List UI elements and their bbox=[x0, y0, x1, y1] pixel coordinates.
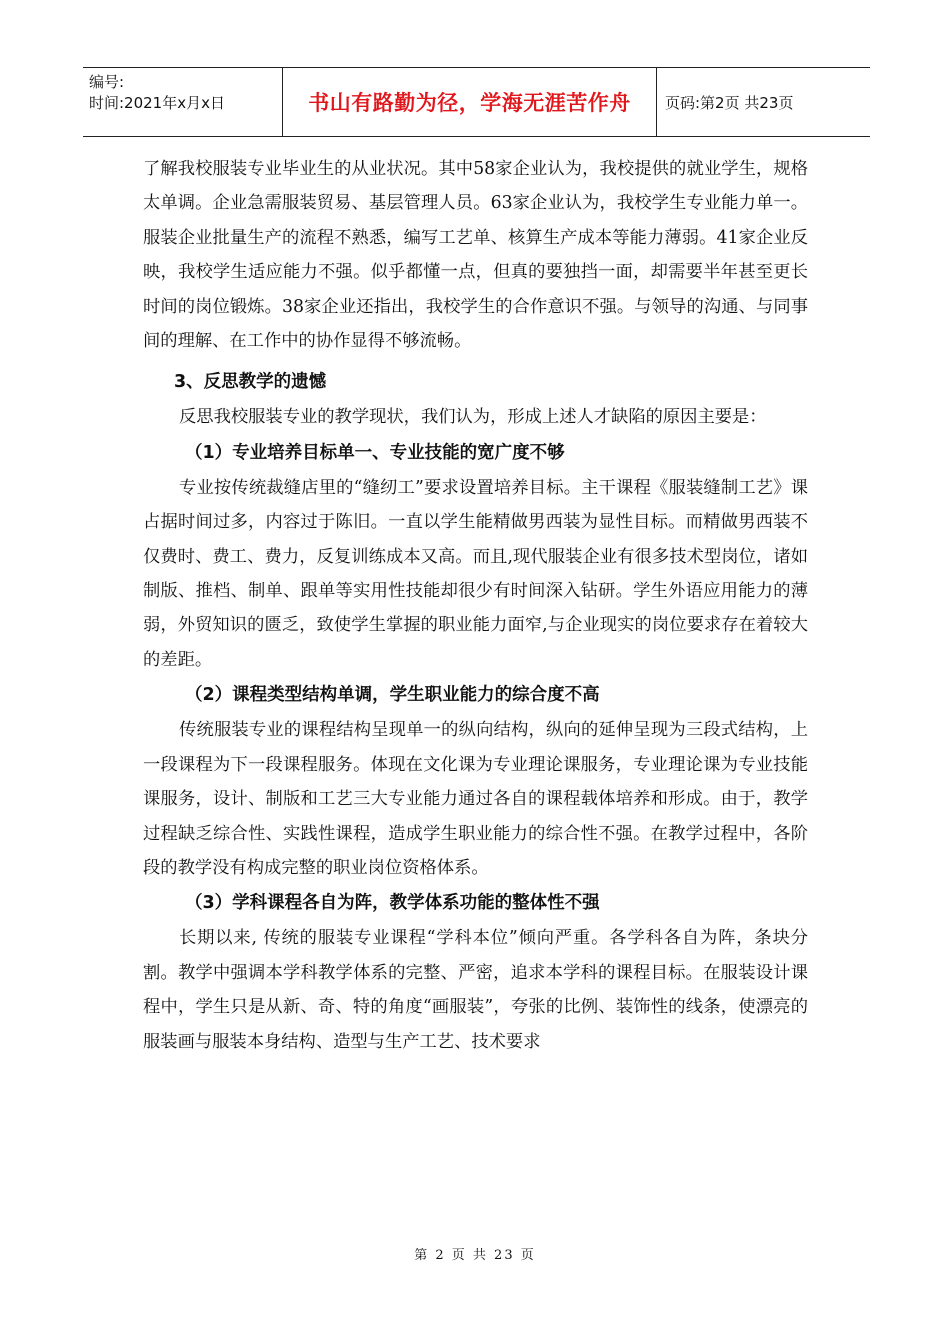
subheading-training-goal: （1）专业培养目标单一、专业技能的宽广度不够 bbox=[185, 442, 565, 463]
paragraph-reflection-intro: 反思我校服装专业的教学现状，我们认为，形成上述人才缺陷的原因主要是： bbox=[179, 407, 767, 428]
section-heading-reflection: 3、反思教学的遗憾 bbox=[174, 372, 327, 393]
header-page-info: 页码:第2页 共23页 bbox=[665, 93, 794, 112]
paragraph-course-structure: 传统服装专业的课程结构呈现单一的纵向结构，纵向的延伸呈现为三段式结构，上一段课程为下一段课程服务。体现在文化课为专业理论课服务，专业理论课为专业技能课服务，设计、制版和工艺三大专业能力通过各自的课程载体培养和形成。由于，教学过程缺乏综合性、实践性课程，造成学生职业能力的综合性不强。在教学过程中，各阶段的教学没有构成完整的职业岗位资格体系。 bbox=[143, 720, 808, 878]
subheading-subject-courses: （3）学科课程各自为阵，教学体系功能的整体性不强 bbox=[185, 893, 600, 914]
paragraph-training-goal: 专业按传统裁缝店里的“缝纫工”要求设置培养目标。主干课程《服装缝制工艺》课占据时间过多，内容过于陈旧。一直以学生能精做男西装为显性目标。而精做男西装不仅费时、费工、费力，反复训练成本又高。而且,现代服装企业有很多技术型岗位，诸如制版、推档、制单、跟单等实用性技能却很少有时间深入钻研。学生外语应用能力的薄弱，外贸知识的匮乏，致使学生掌握的职业能力面窄,与企业现实的岗位要求存在着较大的差距。 bbox=[143, 477, 808, 670]
subheading-course-structure: （2）课程类型结构单调，学生职业能力的综合度不高 bbox=[185, 685, 600, 706]
document-body bbox=[143, 152, 808, 1059]
header-motto: 书山有路勤为径，学海无涯苦作舟 bbox=[283, 68, 657, 136]
document-date: 时间:2021年x月x日 bbox=[89, 94, 225, 112]
document-number-label: 编号: bbox=[89, 73, 125, 91]
page-footer: 第 2 页 共 23 页 bbox=[414, 1248, 536, 1263]
paragraph-enterprise-feedback: 了解我校服装专业毕业生的从业状况。其中58家企业认为，我校提供的就业学生，规格太单调。企业急需服装贸易、基层管理人员。63家企业认为，我校学生专业能力单一。服装企业批量生产的流程不熟悉，编写工艺单、核算生产成本等能力薄弱。41家企业反映，我校学生适应能力不强。似乎都懂一点，但真的要独挡一面，却需要半年甚至更长时间的岗位锻炼。38家企业还指出，我校学生的合作意识不强。与领导的沟通、与同事间的理解、在工作中的协作显得不够流畅。 bbox=[143, 159, 808, 352]
header-meta bbox=[83, 68, 283, 136]
page-header bbox=[83, 67, 870, 137]
paragraph-subject-courses: 长期以来, 传统的服装专业课程“学科本位”倾向严重。各学科各自为阵，条块分割。教学中强调本学科教学体系的完整、严密，追求本学科的课程目标。在服装设计课程中，学生只是从新、奇、特的角度“画服装”，夸张的比例、装饰性的线条，使漂亮的服装画与服装本身结构、造型与生产工艺、技术要求 bbox=[143, 928, 808, 1052]
